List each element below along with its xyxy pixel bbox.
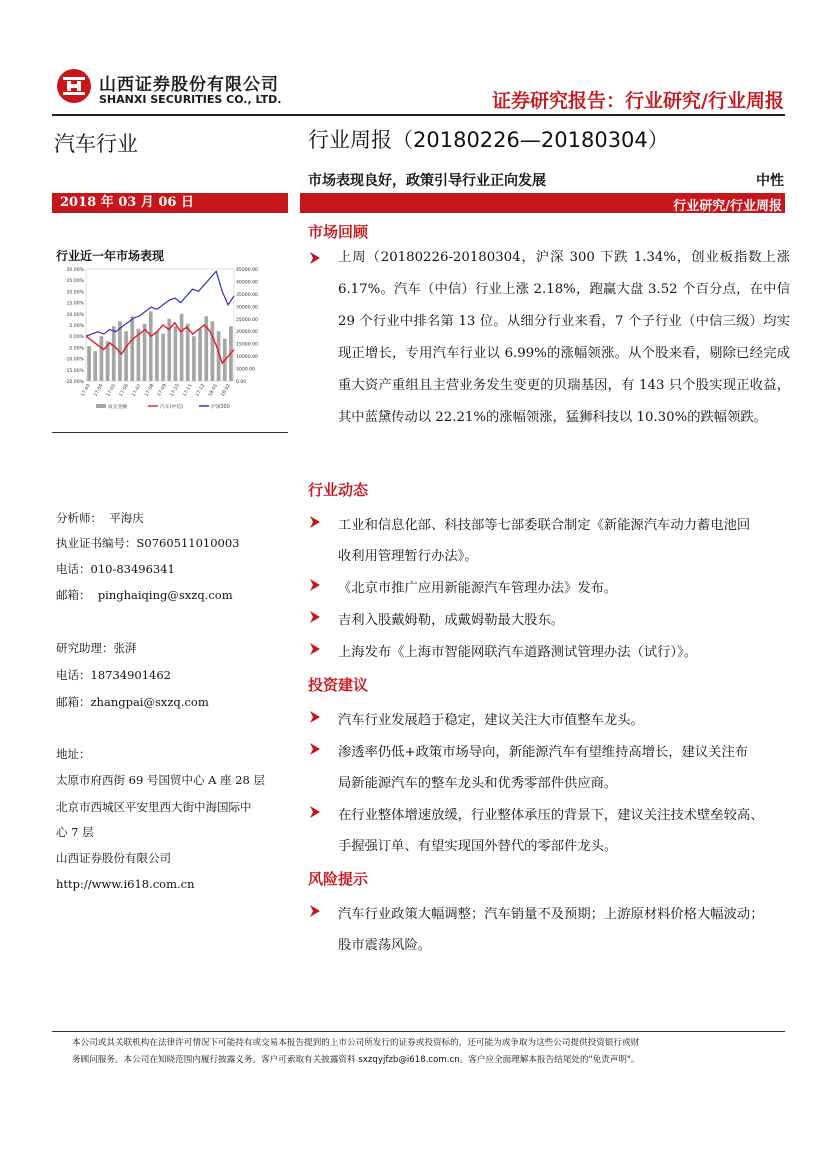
dynamics-item-4: 上海发布《上海市智能网联汽车道路测试管理办法（试行）》。 — [338, 645, 698, 660]
bullet-arrow-icon — [310, 579, 320, 591]
turnover-bar — [93, 351, 97, 381]
company-name-cn: 山西证券股份有限公司 — [99, 75, 279, 95]
chart-divider — [52, 432, 288, 433]
right-axis-tick: 25000.00 — [236, 317, 258, 323]
section-title-dynamics: 行业动态 — [308, 481, 369, 499]
website-link[interactable]: http://www.i618.com.cn — [56, 877, 195, 891]
email-link[interactable]: pinghaiqing@sxzq.com — [97, 588, 233, 602]
address-label: 地址： — [56, 747, 91, 761]
bullet-arrow-icon — [310, 711, 320, 723]
bullet-arrow-icon — [310, 516, 320, 528]
assistant-row — [56, 640, 137, 656]
x-axis-tick: 17-05 — [106, 383, 118, 398]
email-label: 邮箱： — [56, 588, 91, 602]
assistant-phone-number: 18734901462 — [90, 668, 171, 682]
x-axis-tick: 17-08 — [144, 383, 156, 398]
bullet-arrow-icon — [310, 252, 320, 264]
left-axis-tick: 10.00% — [66, 312, 84, 318]
advice-item-2-line-1: 渗透率仍低+政策市场导向，新能源汽车有望维持高增长，建议关注布 — [338, 745, 749, 760]
right-axis-tick: 45000.00 — [236, 268, 258, 273]
x-axis-tick: 17-03 — [80, 383, 92, 398]
weekly-report-title: 行业周报（20180226—20180304） — [308, 128, 669, 152]
left-axis-tick: -15.00% — [64, 368, 84, 374]
turnover-bar — [161, 334, 165, 381]
rating-label: 中性 — [756, 173, 784, 189]
left-axis-tick: -10.00% — [64, 357, 84, 363]
x-axis-tick: 17-10 — [169, 383, 181, 398]
bullet-arrow-icon — [310, 611, 320, 623]
left-axis-tick: 20.00% — [66, 290, 84, 296]
risk-item-1-line-1: 汽车行业政策大幅调整；汽车销量不及预期；上游原材料价格大幅波动； — [338, 907, 764, 922]
footer-divider — [52, 1031, 785, 1032]
right-axis-tick: 35000.00 — [236, 292, 258, 298]
disclaimer-line-2: 务顾问服务。本公司在知晓范围内履行披露义务。客户可索取有关披露资料 sxzqyjfzb@i618.com.cn。客户应全面理解本报告结尾处的"免责声明"。 — [72, 1055, 640, 1065]
turnover-bar — [149, 311, 153, 381]
legend-label: 汽车(中信) — [160, 405, 183, 410]
bullet-arrow-icon — [310, 806, 320, 818]
right-axis-tick: 0.00 — [236, 380, 247, 385]
bullet-arrow-icon — [310, 643, 320, 655]
x-axis-tick: 17-11 — [182, 383, 194, 398]
turnover-bar — [124, 331, 128, 381]
analyst-row — [56, 510, 144, 526]
assistant-label: 研究助理： — [56, 641, 114, 655]
x-axis-tick: 17-09 — [157, 383, 169, 398]
advice-item-3-line-1: 在行业整体增速放缓，行业整体承压的背景下，建议关注技术壁垒较高、 — [338, 808, 764, 823]
report-headline: 市场表现良好，政策引导行业正向发展 — [308, 173, 546, 189]
left-axis-tick: -20.00% — [64, 380, 84, 385]
x-axis-tick: 17-07 — [131, 383, 143, 398]
right-axis-tick: 10000.00 — [236, 355, 258, 361]
legend-label: 沪深300 — [211, 405, 230, 410]
market-review-paragraph: 上周（20180226-20180304，沪深 300 下跌 1.34%，创业板指数上涨 6.17%。汽车（中信）行业上涨 2.18%，跑赢大盘 3.52 个百分点，在中信 29 个行业中排名第 13 位。从细分行业来看，7 个子行业（中信三级）均实现正增长，专用汽车行业以 6.99%的涨幅领涨。从个股来看，剔除已经完成重大资产重组且主营业务发生变更的贝瑞基因，有 143 只个股实现正收益，其中蓝黛传动以 22.21%的涨幅领涨，猛狮科技以 10.30%的跌幅领跌。 — [338, 250, 790, 425]
address-line-2b: 心 7 层 — [56, 825, 94, 839]
assistant-phone-row — [56, 667, 171, 683]
turnover-bar — [198, 329, 202, 381]
x-axis-tick: 17-04 — [93, 383, 105, 398]
risk-item-1-line-2: 股市震荡风险。 — [338, 938, 432, 953]
industry-title: 汽车行业 — [54, 132, 138, 156]
advice-item-3-line-2: 手握强订单、有望实现国外替代的零部件龙头。 — [338, 839, 618, 854]
disclaimer-line-1: 本公司或其关联机构在法律许可情况下可能持有或交易本报告提到的上市公司所发行的证券或投资标的，还可能为或争取为这些公司提供投资银行或财 — [72, 1038, 640, 1048]
email-row — [56, 587, 233, 603]
turnover-bar — [87, 346, 91, 381]
right-axis-tick: 20000.00 — [236, 330, 258, 336]
turnover-bar — [180, 314, 184, 381]
section-title-advice: 投资建议 — [308, 676, 369, 694]
assistant-email-row — [56, 694, 209, 710]
dynamics-item-3: 吉利入股戴姆勒，成戴姆勒最大股东。 — [338, 613, 565, 628]
dynamics-item-1-line-2: 收利用管理暂行办法》。 — [338, 549, 478, 564]
right-axis-tick: 40000.00 — [236, 280, 258, 286]
x-axis-tick: 17-12 — [195, 383, 207, 398]
turnover-bar — [186, 324, 190, 381]
company-name-en: SHANXI SECURITIES CO., LTD. — [99, 93, 282, 106]
left-axis-tick: 0.00% — [69, 335, 84, 341]
assistant-email-link[interactable]: zhangpai@sxzq.com — [90, 695, 209, 709]
phone-label: 电话： — [56, 562, 91, 576]
left-axis-tick: -5.00% — [67, 346, 84, 352]
dynamics-item-2: 《北京市推广应用新能源汽车管理办法》发布。 — [338, 581, 618, 596]
right-axis-tick: 5000.00 — [236, 367, 255, 373]
legend-swatch — [96, 404, 106, 408]
assistant-name: 张湃 — [113, 641, 137, 655]
turnover-bar — [130, 316, 134, 381]
assistant-email-label: 邮箱： — [56, 695, 91, 709]
bullet-arrow-icon — [310, 905, 320, 917]
market-performance-chart — [56, 263, 268, 428]
phone-number: 010-83496341 — [90, 562, 175, 576]
advice-item-1: 汽车行业发展趋于稳定，建议关注大市值整车龙头。 — [338, 713, 644, 728]
bullet-arrow-icon — [310, 743, 320, 755]
cert-number: S0760511010003 — [136, 536, 240, 550]
address-line-1: 太原市府西街 69 号国贸中心 A 座 28 层 — [56, 773, 266, 787]
x-axis-tick: 18-02 — [220, 383, 232, 398]
phone-row — [56, 561, 175, 577]
cert-row — [56, 535, 240, 551]
turnover-bar — [143, 324, 147, 381]
section-title-market: 市场回顾 — [308, 223, 369, 241]
turnover-bar — [137, 329, 141, 381]
left-axis-tick: 15.00% — [66, 301, 84, 307]
report-category-label: 行业研究/行业周报 — [673, 199, 782, 214]
assistant-phone-label: 电话： — [56, 668, 91, 682]
advice-item-2-line-2: 局新能源汽车的整车龙头和优秀零部件供应商。 — [338, 776, 618, 791]
right-axis-tick: 30000.00 — [236, 305, 258, 311]
x-axis-tick: 17-06 — [118, 383, 130, 398]
section-title-risk: 风险提示 — [308, 870, 369, 888]
legend-label: 成交金额 — [108, 405, 128, 410]
right-axis-tick: 15000.00 — [236, 342, 258, 348]
left-axis-tick: 5.00% — [69, 324, 84, 329]
left-axis-tick: 25.00% — [66, 279, 84, 285]
report-date-bar: 2018 年 03 月 06 日 — [52, 193, 288, 213]
left-axis-tick: 30.00% — [66, 268, 84, 273]
cert-label: 执业证书编号： — [56, 536, 137, 550]
address-line-2a: 北京市西城区平安里西大街中海国际中 — [56, 800, 252, 814]
chart-title: 行业近一年市场表现 — [56, 249, 165, 263]
dynamics-item-1-line-1: 工业和信息化部、科技部等七部委联合制定《新能源汽车动力蓄电池回 — [338, 518, 751, 533]
shanxi-securities-logo-icon — [56, 68, 92, 104]
turnover-bar — [100, 336, 104, 381]
turnover-bar — [211, 321, 215, 381]
turnover-bar — [112, 326, 116, 381]
turnover-bar — [174, 326, 178, 381]
header-divider — [52, 114, 785, 116]
x-axis-tick: 18-01 — [207, 383, 220, 398]
turnover-bar — [192, 336, 196, 381]
report-type-label: 证券研究报告：行业研究/行业周报 — [492, 90, 784, 112]
analyst-name: 平海庆 — [109, 511, 144, 525]
turnover-bar — [155, 331, 159, 381]
analyst-label: 分析师： — [56, 511, 102, 525]
company-name: 山西证券股份有限公司 — [56, 851, 171, 865]
